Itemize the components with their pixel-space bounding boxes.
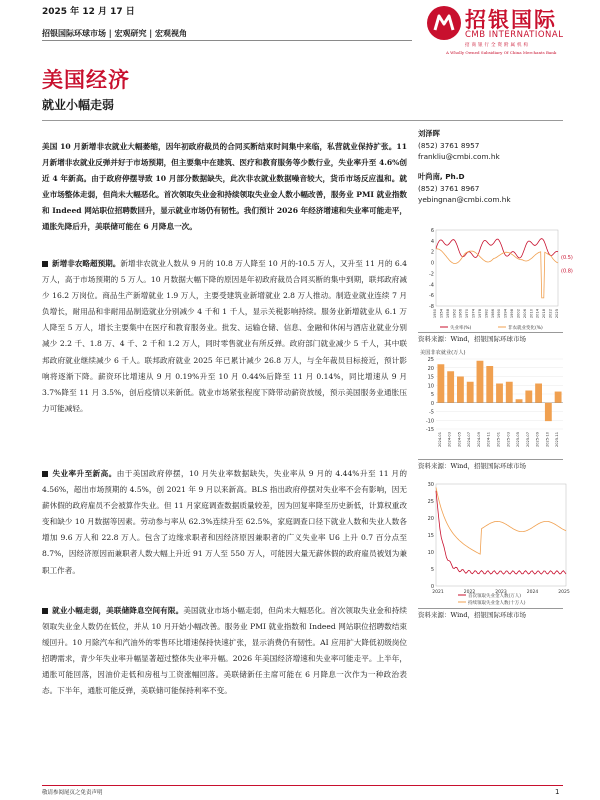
y-tick-label: 4	[430, 238, 434, 245]
y-tick-label: 15	[427, 533, 434, 539]
y-tick-label: -15	[425, 427, 434, 433]
chart-unemployment-history	[418, 226, 578, 335]
x-tick-label: 2025-07	[525, 432, 530, 448]
chart-source: 资料来源：Wind，招银国际环球市场	[418, 611, 526, 619]
y-tick-label: 10	[427, 383, 434, 390]
bar	[447, 371, 454, 403]
analyst-name: 叶尚南, Ph.D	[418, 172, 465, 181]
x-tick-label: 2010	[529, 309, 534, 319]
section-body: 新增非农就业人数从 9 月的 10.8 万人降至 10 月的-10.5 万人，又升至 11 月的 6.4 万人，高于市场预期的 5 万人。10 月数据大幅下降的原因是年初政府裁员合同买断的集中到期，联邦政府减少 16.2 万岗位。商品生产新增就业 1.9 万人，主要受建筑业新增就业 2.8 万人推动。制造业就业连续 7 月负增长，耐用品和非耐用品制造就业分别减少 4 千和 1 千人，显示关税影响持续。服务业新增就业从 6.1 万人降至 5 万人，增长主要集中在医疗和教育服务业。批发、运输仓储、信息、金融和休闲与酒店业就业分别减少 2.2 千、1.8 万、4 千、2 千和 1.2 万人，同时零售就业有所反弹。政府部门就业减少 5 千人，其中联邦政府就业继续减少 6 千人。联邦政府就业 2025 年已累计减少 26.8 万人，与全年裁员目标接近，预计影响将逐渐下降。薪资环比增速从 9 月 0.19%升至 10 月 0.44%后降至 11 月 0.14%，同比增速从 9 月 3.7%降至 11 月 3.5%，创后疫情以来新低。就业市场紧张程度下降带动薪资放缓，预示美国服务业通胀压力可能减轻。	[42, 259, 407, 413]
x-tick-label: 2024-11	[486, 432, 491, 448]
bar	[516, 399, 523, 403]
chart-source: 资料来源：Wind，招银国际环球市场	[418, 335, 526, 343]
bar	[496, 384, 503, 403]
y-tick-label: 20	[427, 365, 434, 372]
x-tick-label: 1998	[510, 309, 515, 319]
source-divider	[418, 332, 563, 333]
title-divider	[42, 120, 563, 121]
bullet-icon	[42, 471, 48, 477]
x-tick-label: 2025-09	[535, 432, 540, 448]
x-tick-label: 2025-05	[516, 432, 521, 448]
analyst-phone: (852) 3761 8957	[418, 140, 480, 150]
x-tick-label: 2024	[526, 590, 539, 595]
x-tick-label: 1982	[484, 309, 489, 319]
x-tick-label: 2022	[463, 590, 476, 595]
x-tick-label: 1990	[497, 309, 502, 319]
chart-1-svg	[418, 226, 578, 331]
logo-name-cn: 招银国际	[465, 8, 557, 32]
analyst-card	[418, 171, 511, 206]
x-tick-label: 2002	[516, 309, 521, 319]
x-tick-label: 2024-01	[437, 432, 442, 448]
page-number: 1	[555, 788, 560, 796]
chart-2-svg	[418, 347, 578, 459]
x-tick-label: 2006	[522, 309, 527, 319]
y-tick-label: 10	[427, 550, 434, 556]
section-heading: 就业小幅走弱，美联储降息空间有限。	[52, 606, 184, 615]
chart-3-svg	[418, 478, 578, 606]
y-tick-label: -2	[429, 271, 434, 278]
x-tick-label: 1986	[490, 309, 495, 319]
x-tick-label: 2024-09	[476, 432, 481, 448]
x-tick-label: 1966	[458, 309, 463, 319]
y-tick-label: -4	[429, 282, 434, 289]
y-tick-label: 2	[430, 249, 434, 256]
section-body: 美国就业市场小幅走弱，但尚未大幅恶化。首次领取失业金和持续领取失业金人数仍在低位，并从 10 月开始小幅改善。服务业 PMI 就业指数和 Indeed 网站职位招聘数结束缓回升。10 月除汽车和汽油外的零售环比增速保持快速扩张，显示消费仍有韧性。AI 应用扩大降低初级岗位招聘需求，青少年失业率升幅显著超过整体失业率升幅。2026 年美国经济增速和失业率可能走平。上半年，通胀可能回落，因油价走低和房租与工资涨幅回落。美联储新任主席可能在 6 月降息一次作为一种政治表态。下半年，通胀可能反弹，美联储可能保持利率不变。	[42, 606, 408, 696]
section-heading: 失业率升至新高。	[52, 469, 117, 478]
chart-source: 资料来源：Wind，招银国际环球市场	[418, 462, 526, 470]
y-tick-label: 25	[427, 499, 434, 505]
chart-nonfarm-payrolls	[418, 347, 578, 463]
footer-disclaimer[interactable]: 敬请参阅尾页之免责声明	[42, 790, 103, 796]
x-tick-label: 2025-10	[545, 432, 550, 448]
x-tick-label: 1954	[439, 309, 444, 319]
section-unemployment	[42, 466, 407, 579]
annotation-label: (0.5)	[561, 255, 573, 262]
x-tick-label: 1970	[465, 309, 470, 319]
abstract: 美国 10 月新增非农就业大幅萎缩，因年初政府裁员的合同买断结束时间集中来临，私营就业保持扩张。11 月新增非农就业反弹并好于市场预期，但主要集中在建筑、医疗和教育服务等少数行业，失业率升至 4.6%创近 4 年新高。由于政府停摆导致 10 月部分数据缺失，此次非农就业数据噪音较大，货币市场反应温和。就业市场整体走弱，但尚未大幅恶化。首次领取失业金和持续领取失业金人数小幅改善，服务业 PMI 就业指数和 Indeed 网站职位招聘数回升，显示就业市场仍有韧性。我们预计 2026 年经济增速和失业率可能走平，通胀先降后升，美联储可能在 6 月降息一次。	[42, 142, 407, 232]
chart-jobless-claims	[418, 478, 578, 610]
analyst-email[interactable]: yebingnan@cmbi.com.hk	[418, 195, 511, 204]
x-tick-label: 2022	[548, 309, 553, 319]
y-tick-label: -6	[429, 293, 434, 300]
bar	[477, 361, 484, 403]
section-body: 由于美国政府停摆，10 月失业率数据缺失，失业率从 9 月的 4.44%升至 11 月的 4.56%，超出市场预期的 4.5%，创 2021 年 9 月以来新高。BLS 指出政府停摆对失业率不会有影响，因无薪休假的政府雇员不会被算作失业。但 11 月家庭调查数据质量较差，因为回复率降至历史新低，计算权重改变和缺少 10 月数据等因素。劳动参与率从 62.3%连续升至 62.5%，家庭调查口径下就业人数和失业人数各增加 9.6 万人和 22.8 万人。包含了边缘求职者和因经济原因兼职者的广义失业率 U6 上升 0.7 百分点至 8.7%，因经济原因而兼职者人数大幅上升近 91 万人至 550 万人，可能因大量无薪休假的政府雇员被划为兼职工作者。	[42, 469, 408, 575]
cmbi-logo-icon	[427, 6, 461, 40]
bullet-icon	[42, 261, 48, 267]
bar	[545, 403, 552, 421]
y-tick-label: 0	[430, 260, 434, 267]
bar	[525, 391, 532, 403]
x-tick-label: 2024-03	[447, 432, 452, 448]
x-tick-label: 2014	[535, 309, 540, 319]
y-tick-label: -5	[429, 409, 434, 416]
y-tick-label: 0	[430, 400, 434, 407]
bar	[555, 392, 562, 403]
logo-mark-icon	[427, 6, 461, 40]
footer-divider	[42, 785, 563, 786]
x-tick-label: 1950	[433, 309, 437, 319]
x-tick-label: 2025-03	[506, 432, 511, 448]
x-tick-label: 1962	[452, 309, 457, 319]
x-tick-label: 2025	[555, 309, 559, 319]
legend-label: 失业率(%)	[450, 326, 472, 331]
x-tick-label: 1974	[471, 309, 476, 319]
y-tick-label: 25	[427, 357, 434, 363]
y-tick-label: 5	[430, 567, 434, 573]
logo-tagline-en: A Wholly Owned Subsidiary Of China Merchants Bank	[446, 50, 557, 55]
x-tick-label: 1994	[503, 309, 508, 319]
annotation-label: (0.8)	[561, 268, 573, 275]
plot-frame	[436, 230, 558, 306]
header-divider	[42, 40, 412, 41]
bar	[457, 377, 464, 403]
y-tick-label: -10	[425, 418, 434, 425]
legend-label: 非农就业变化(%)	[508, 326, 543, 331]
section-fed-outlook	[42, 603, 407, 700]
y-tick-label: 15	[427, 374, 434, 381]
analyst-phone: (852) 3761 8967	[418, 183, 480, 193]
bar	[437, 364, 444, 403]
bar	[467, 382, 474, 403]
y-tick-label: 5	[430, 392, 434, 398]
analyst-card	[418, 128, 500, 163]
report-subtitle: 就业小幅走弱	[42, 98, 115, 112]
bar	[486, 366, 493, 403]
source-divider	[418, 459, 563, 460]
analyst-email[interactable]: frankliu@cmbi.com.hk	[418, 152, 500, 161]
y-tick-label: 6	[430, 228, 434, 234]
x-tick-label: 2024-05	[457, 432, 462, 448]
legend-label: 首次领取失业金人数(万人)	[468, 594, 522, 599]
bar	[535, 384, 542, 403]
source-divider	[418, 608, 563, 609]
section-payrolls	[42, 256, 407, 417]
x-tick-label: 2025-11	[555, 432, 560, 448]
logo-tagline-cn: 招商银行全资附属机构	[465, 43, 530, 48]
chart-title: 美国非农就业(万人)	[420, 350, 466, 356]
series-line-unemployment	[436, 239, 558, 258]
y-tick-label: 30	[427, 482, 434, 488]
y-tick-label: -8	[429, 304, 434, 310]
analyst-name: 刘泽晖	[418, 129, 440, 138]
report-date: 2025 年 12 月 17 日	[42, 7, 135, 17]
bar	[506, 382, 513, 403]
report-title: 美国经济	[42, 67, 130, 92]
x-tick-label: 2025-01	[496, 432, 501, 448]
series-line-initial-claims	[436, 491, 566, 574]
x-tick-label: 2025	[558, 590, 570, 595]
x-tick-label: 2018	[542, 309, 547, 319]
logo-name-en: CMB INTERNATIONAL	[465, 30, 564, 40]
legend-label: 持续领取失业金人数(十万人)	[468, 601, 526, 606]
x-tick-label: 1978	[477, 309, 482, 319]
x-tick-label: 2021	[432, 590, 444, 595]
bullet-icon	[42, 608, 48, 614]
series-line-continuing-claims	[436, 487, 566, 554]
section-heading: 新增非农略超预期。	[52, 259, 121, 268]
x-tick-label: 1958	[445, 309, 450, 319]
series-line-payrolls	[436, 249, 558, 298]
y-tick-label: 0	[430, 584, 434, 590]
x-tick-label: 2024-07	[467, 432, 472, 448]
x-tick-label: 2023	[495, 590, 507, 595]
y-tick-label: 20	[427, 516, 434, 522]
breadcrumb: 招银国际环球市场 | 宏观研究 | 宏观视角	[42, 28, 187, 38]
